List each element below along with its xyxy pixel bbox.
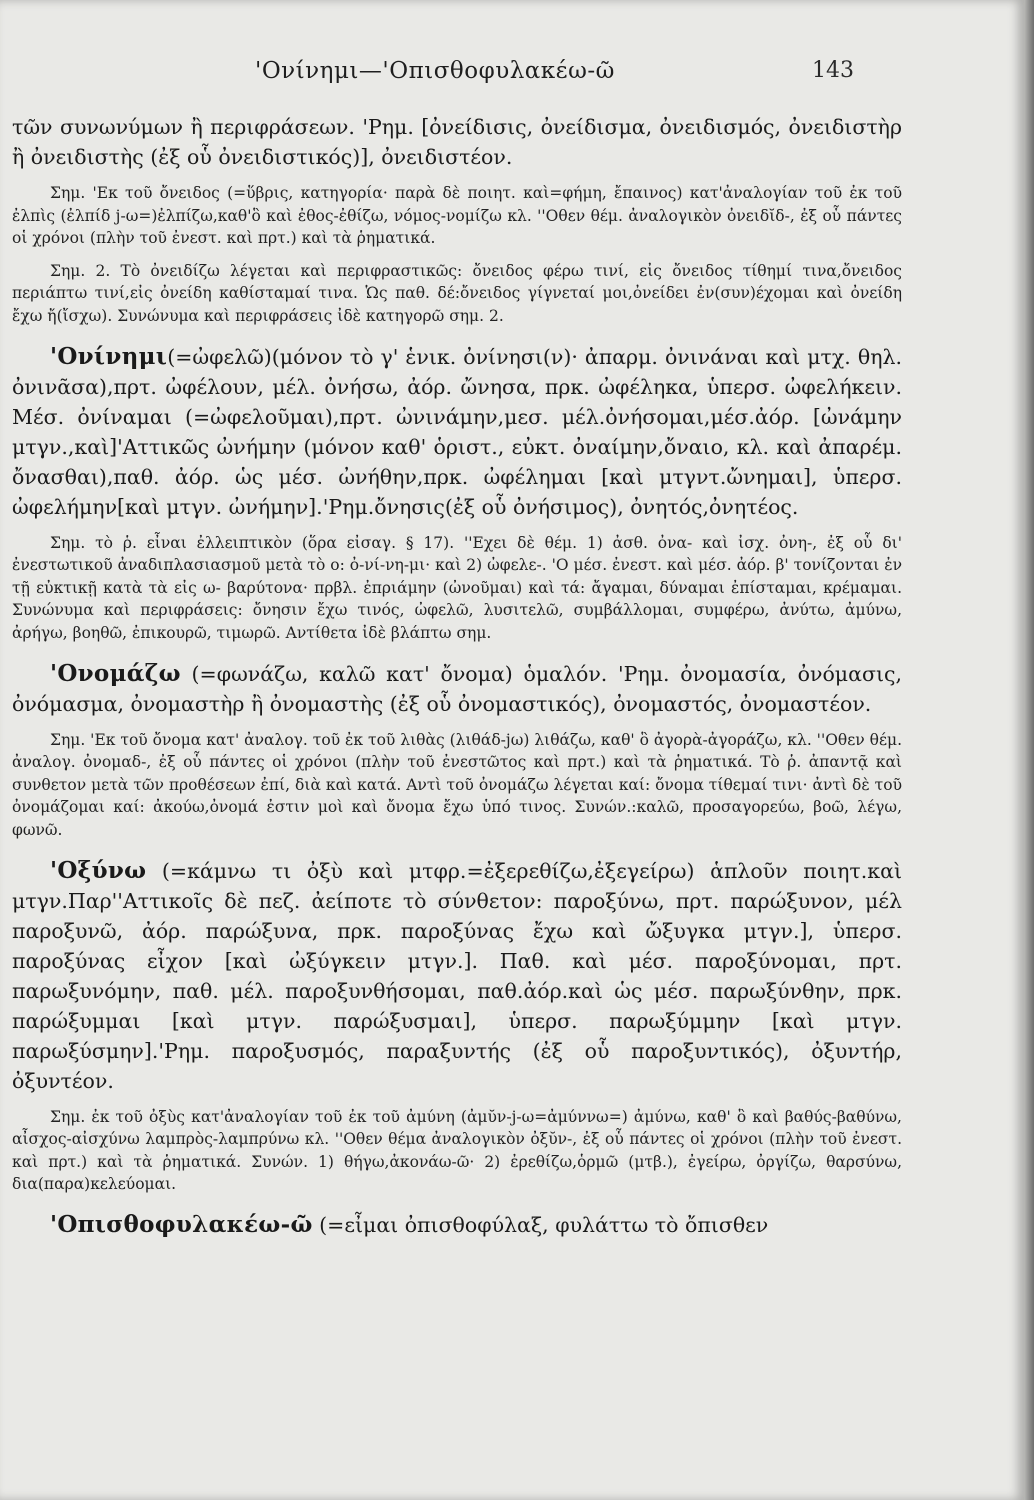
paragraph-text: (=ὠφελῶ)(μόνον τὸ γ' ἑνικ. ὀνίνησι(ν)· ἀπαρμ. ὀνινάναι καὶ μτχ. θηλ. ὀνινᾶσα),πρτ. ὠφέλουν, μέλ. ὀνήσω, ἀόρ. ὤνησα, πρκ. ὠφέληκα, ὑπερσ. ὠφελήκειν. Μέσ. ὀνίναμαι (=ὠφελοῦμαι),πρτ. ὠνινάμην,μεσ. μέλ.ὀνήσομαι,μέσ.ἀόρ. [ὠνάμην μτγν.,καὶ]'Αττικῶς ὠνήμην (μόνον καθ' ὁριστ., εὐκτ. ὀναίμην,ὄναιο, κλ. καὶ ἀπαρέμ. ὄνασθαι),παθ. ἀόρ. ὡς μέσ. ὠνήθην,πρκ. ὠφέλημαι [καὶ μτγντ.ὤνημαι], ὑπερσ. ὠφελήμην[καὶ μτγν. ὠνήμην].'Ρημ.ὄνησις(ἐξ οὗ ὀνήσιμος), ὀνητός,ὀνητέος. [12, 344, 902, 519]
page-header [0, 58, 1024, 94]
paragraph-text: Σημ. 'Εκ τοῦ ὄνειδος (=ὕβρις, κατηγορία· παρὰ δὲ ποιητ. καὶ=φήμη, ἔπαινος) κατ'ἀναλογίαν τοῦ ἐκ τοῦ ἐλπὶς (ἐλπίδ j-ω=)ἐλπίζω,καθ'ὃ καὶ ἐθος-ἐθίζω, νόμος-νομίζω κλ. ''Οθεν θέμ. ἀναλογικὸν ὀνειδῐδ-, ἐξ οὗ πάντες οἱ χρόνοι (πλὴν τοῦ ἐνεστ. καὶ πρτ.) καὶ τὰ ῥηματικά. [12, 184, 902, 248]
paragraph-text: Σημ. τὸ ῥ. εἶναι ἐλλειπτικὸν (ὅρα εἰσαγ. § 17). ''Εχει δὲ θέμ. 1) ἀσθ. ὀνα- καὶ ἰσχ. ὀνη-, ἐξ οὗ δι' ἐνεστωτικοῦ ἀναδιπλασιασμοῦ μετὰ τὸ ο: ὀ-νί-νη-μι· καὶ 2) ὠφελε-. 'Ο μέσ. ἐνεστ. καὶ μέσ. ἀόρ. β' τονίζονται ἐν τῇ εὐκτικῇ κατὰ τὰ εἰς ω- βαρύτονα· πρβλ. ἐπριάμην (ὠνοῦμαι) καὶ τά: ἄγαμαι, δύναμαι ἐπίσταμαι, κρέμαμαι. Συνώνυμα καὶ περιφράσεις: ὄνησιν ἔχω τινός, ὠφελῶ, λυσιτελῶ, συμβάλλομαι, συμφέρω, ἀνύτω, ἀμύνω, ἀρήγω, βοηθῶ, ἐπικουρῶ, τιμωρῶ. Αντίθετα ἰδὲ βλάπτω σημ. [12, 533, 902, 642]
page-text [12, 112, 902, 1240]
entry-headword: 'Ονίνημι [50, 342, 168, 370]
paragraph-text: τῶν συνωνύμων ἢ περιφράσεων. 'Ρημ. [ὀνείδισις, ὀνείδισμα, ὀνειδισμός, ὀνειδιστὴρ ἢ ὀνειδιστὴς (ἐξ οὗ ὀνειδιστικός)], ὀνειδιστέον. [12, 115, 902, 169]
note-paragraph [12, 1106, 902, 1196]
entry-paragraph [12, 1210, 902, 1240]
entry-headword: 'Οπισθοφυλακέω-ῶ [50, 1210, 313, 1238]
entry-paragraph [12, 856, 902, 1096]
paragraph-text: Σημ. 2. Τὸ ὀνειδίζω λέγεται καὶ περιφραστικῶς: ὄνειδος φέρω τινί, εἰς ὄνειδος τίθημί τινα,ὄνειδος περιάπτω τινί,εἰς ὀνείδη καθίσταμαί τινα. Ὡς παθ. δέ:ὄνειδος γίγνεταί μοι,ὀνείδει ἐν(συν)έχομαι καὶ ὀνείδη ἔχω ἤ(ἴσχω). Συνώνυμα καὶ περιφράσεις ἰδὲ κατηγορῶ σημ. 2. [12, 261, 902, 325]
note-paragraph [12, 729, 902, 842]
entry-headword: 'Οξύνω [50, 856, 147, 884]
note-paragraph [12, 532, 902, 645]
running-head: 'Ονίνημι—'Οπισθοφυλακέω-ῶ [255, 58, 615, 84]
paragraph-text: (=κάμνω τι ὀξὺ καὶ μτφρ.=ἐξερεθίζω,ἐξεγείρω) ἁπλοῦν ποιητ.καὶ μτγν.Παρ''Αττικοῖς δὲ πεζ. ἀείποτε τὸ σύνθετον: παροξύνω, πρτ. παρώξυνον, μέλ παροξυνῶ, ἀόρ. παρώξυνα, πρκ. παροξύνας ἔχω καὶ ὤξυγκα μτγν.], ὑπερσ. παροξύνας εἶχον [καὶ ὠξύγκειν μτγν.]. Παθ. καὶ μέσ. παροξύνομαι, πρτ. παρωξυνόμην, παθ. μέλ. παροξυνθήσομαι, παθ.ἀόρ.καὶ ὡς μέσ. παρωξύνθην, πρκ. παρώξυμμαι [καὶ μτγν. παρώξυσμαι], ὑπερσ. παρωξύμμην [καὶ μτγν. παρωξύσμην].'Ρημ. παροξυσμός, παραξυντής (ἐξ οὗ παροξυντικός), ὀξυντήρ, ὀξυντέον. [12, 858, 902, 1093]
note-paragraph [12, 260, 902, 328]
entry-paragraph [12, 112, 902, 172]
entry-headword: 'Ονομάζω [50, 659, 181, 687]
page-number: 143 [812, 58, 854, 83]
paragraph-text: Σημ. 'Εκ τοῦ ὄνομα κατ' ἀναλογ. τοῦ ἐκ τοῦ λιθὰς (λιθάδ-jω) λιθάζω, καθ' ὃ ἀγορὰ-ἀγοράζω, κλ. ''Οθεν θέμ. ἀναλογ. ὀνομαδ-, ἐξ οὗ πάντες οἱ χρόνοι (πλὴν τοῦ ἐνεστῶτος καὶ πρτ.) καὶ τὰ ῥηματικά. Τὸ ῥ. ἀπαντᾷ καὶ συνθετον μετὰ τῶν προθέσεων ἐπί, διὰ καὶ κατά. Αντὶ τοῦ ὀνομάζω λέγεται καί: ὄνομα τίθεμαί τινι· ἀντὶ δὲ τοῦ ὀνομάζομαι καί: ἀκούω,ὀνομά ἐστιν μοὶ καὶ ὄνομα ἔχω ὑπό τινος. Συνών.:καλῶ, προσαγορεύω, βοῶ, λέγω, φωνῶ. [12, 730, 902, 839]
entry-paragraph [12, 342, 902, 522]
page-edge-shadow [1024, 0, 1034, 1500]
paragraph-text: (=εἶμαι ὀπισθοφύλαξ, φυλάττω τὸ ὄπισθεν [312, 1212, 769, 1237]
entry-paragraph [12, 659, 902, 719]
note-paragraph [12, 182, 902, 250]
paragraph-text: Σημ. ἐκ τοῦ ὀξὺς κατ'ἀναλογίαν τοῦ ἐκ τοῦ ἀμύνη (ἀμῠν-j-ω=ἀμύννω=) ἀμύνω, καθ' ὃ καὶ βαθύς-βαθύνω, αἶσχος-αἰσχύνω λαμπρὸς-λαμπρύνω κλ. ''Οθεν θέμα ἀναλογικὸν ὀξῠν-, ἐξ οὗ πάντες οἱ χρόνοι (πλὴν τοῦ ἐνεστ. καὶ πρτ.) καὶ τὰ ῥηματικά. Συνών. 1) θήγω,ἀκονάω-ῶ· 2) ἐρεθίζω,ὁρμῶ (μτβ.), ἐγείρω, ὀργίζω, θαρσύνω, δια(παρα)κελεύομαι. [12, 1107, 902, 1194]
paragraph-text: (=φωνάζω, καλῶ κατ' ὄνομα) ὁμαλόν. 'Ρημ. ὀνομασία, ὀνόμασις, ὀνόμασμα, ὀνομαστὴρ ἢ ὀνομαστὴς (ἐξ οὗ ὀνομαστικός), ὀνομαστός, ὀνομαστέον. [12, 661, 902, 716]
